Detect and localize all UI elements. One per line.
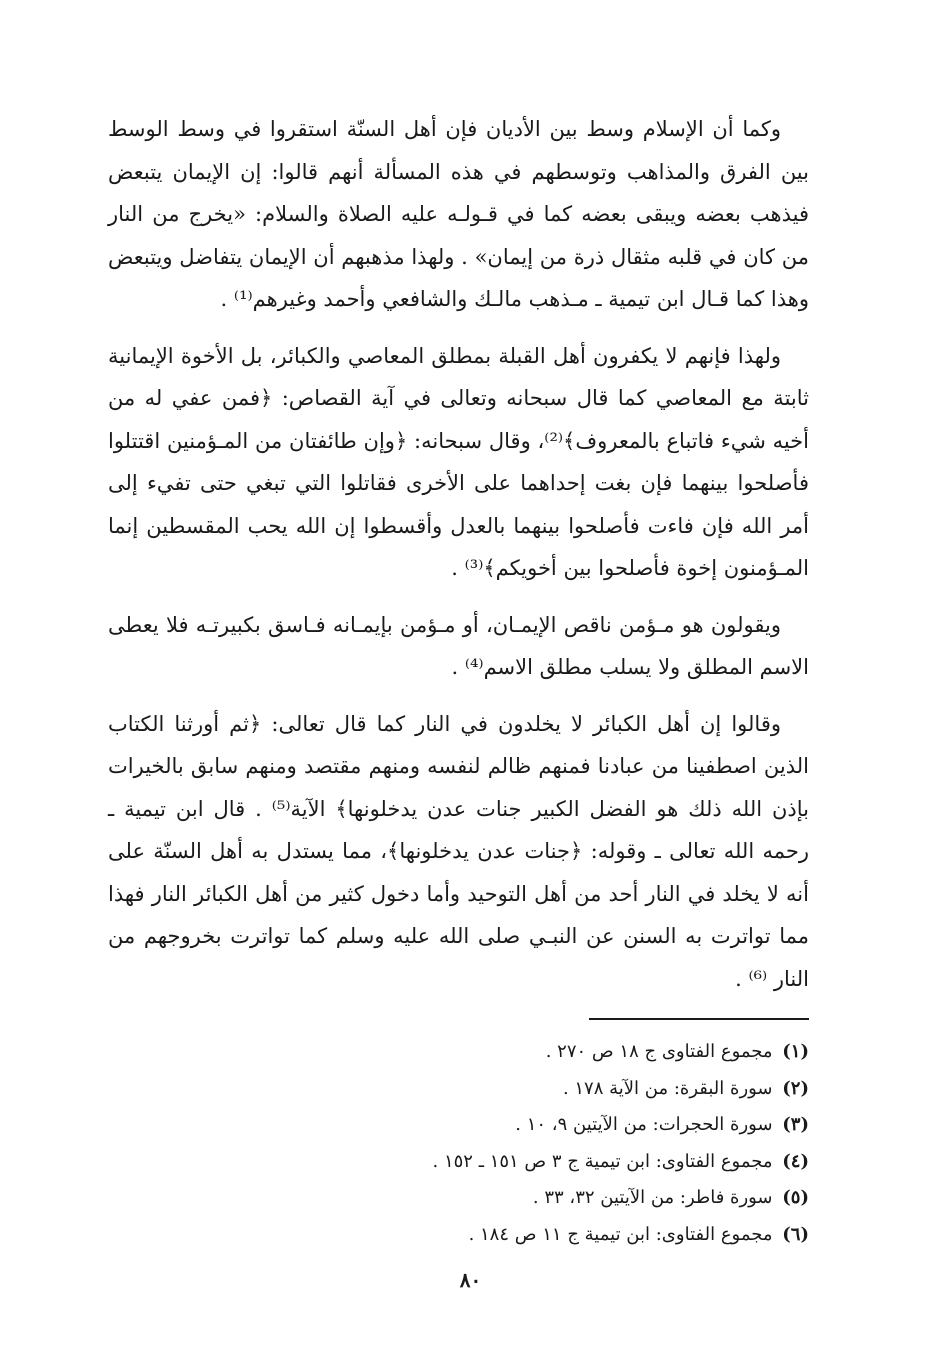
footnote-number: (١)	[782, 1041, 809, 1062]
footnote-item	[108, 1180, 809, 1217]
main-text	[108, 108, 809, 1000]
paragraph-2: ولهذا فإنهم لا يكفرون أهل القبلة بمطلق المعاصي والكبائر، بل الأخوة الإيمانية ثابتة مع المعاصي كما قال سبحانه وتعالى في آية القصاص: ﴿فمن عفي له من أخيه شيء فاتباع بالمعروف﴾⁽²⁾، وقال سبحانه: ﴿وإن طائفتان من المـؤمنين اقتتلوا فأصلحوا بينهما فإن بغت إحداهما على الأخرى فقاتلوا التي تبغي حتى تفيء إلى أمر الله فإن فاءت فأصلحوا بينهما بالعدل وأقسطوا إن الله يحب المقسطين إنما المـؤمنون إخوة فأصلحوا بين أخويكم﴾⁽³⁾ .	[108, 343, 809, 580]
page-number: ٨٠	[459, 1268, 482, 1292]
footnote-text: سورة البقرة: من الآية ١٧٨ .	[562, 1077, 773, 1099]
footnote-item	[108, 1034, 809, 1071]
footnote-text: مجموع الفتاوى: ابن تيمية ج ١١ ص ١٨٤ .	[468, 1223, 773, 1245]
footnote-item	[108, 1071, 809, 1108]
footnote-number: (٥)	[782, 1187, 809, 1208]
footnote-number: (٦)	[782, 1223, 809, 1245]
footnote-item	[108, 1144, 809, 1181]
footnote-text: مجموع الفتاوى ج ١٨ ص ٢٧٠ .	[545, 1041, 773, 1062]
paragraph-4: وقالوا إن أهل الكبائر لا يخلدون في النار كما قال تعالى: ﴿ثم أورثنا الكتاب الذين اصطفينا من عبادنا فمنهم ظالم لنفسه ومنهم مقتصد ومنهم سابق بالخيرات بإذن الله ذلك هو الفضل الكبير جنات عدن يدخلونها﴾ الآية⁽⁵⁾ . قال ابن تيمية ـ رحمه الله تعالى ـ وقوله: ﴿جنات عدن يدخلونها﴾، مما يستدل به أهل السنّة على أنه لا يخلد في النار أحد من أهل التوحيد وأما دخول كثير من أهل الكبائر النار فهذا مما تواترت به السنن عن النبـي صلى الله عليه وسلم كما تواترت بخروجهم من النار ⁽⁶⁾ .	[108, 711, 810, 991]
paragraph-1: وكما أن الإسلام وسط بين الأديان فإن أهل السنّة استقروا في وسط الوسط بين الفرق والمذاهب وتوسطهم في هذه المسألة أنهم قالوا: إن الإيمان يتبعض فيذهب بعضه ويبقى بعضه كما في قـولـه عليه الصلاة والسلام: «يخرج من النار من كان في قلبه مثقال ذرة من إيمان» . ولهذا مذهبهم أن الإيمان يتفاضل ويتبعض وهذا كما قـال ابن تيمية ـ مـذهب مالـك والشافعي وأحمد وغيرهم⁽¹⁾ .	[108, 117, 809, 311]
footnote-text: سورة الحجرات: من الآيتين ٩، ١٠ .	[515, 1114, 773, 1135]
footnote-number: (٤)	[782, 1150, 809, 1172]
footnote-number: (٢)	[782, 1077, 809, 1099]
footnote-divider	[589, 1018, 809, 1020]
paragraph-3: ويقولون هو مـؤمن ناقص الإيمـان، أو مـؤمن بإيمـانه فـاسق بكبيرتـه فلا يعطى الاسم المطلق ولا يسلب مطلق الاسم⁽⁴⁾ .	[108, 612, 809, 679]
footnote-text: سورة فاطر: من الآيتين ٣٢، ٣٣ .	[532, 1187, 773, 1208]
footnote-item	[108, 1107, 809, 1144]
footnote-item	[108, 1217, 809, 1254]
footnote-number: (٣)	[782, 1114, 809, 1135]
footnotes-list	[108, 1034, 809, 1253]
footnote-text: مجموع الفتاوى: ابن تيمية ج ٣ ص ١٥١ ـ ١٥٢ .	[432, 1150, 773, 1172]
